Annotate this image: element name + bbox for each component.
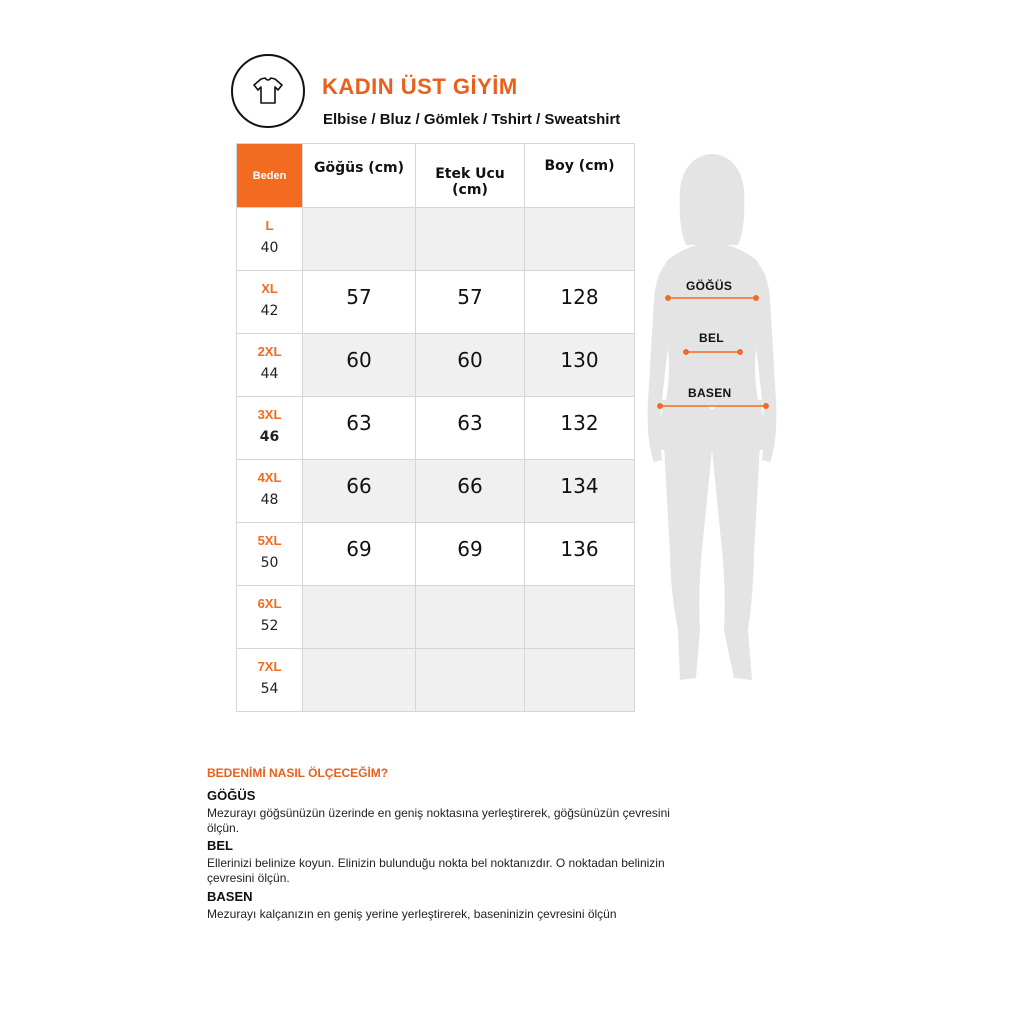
guide-hip-heading: BASEN: [207, 889, 253, 904]
size-cell: 7XL 54: [237, 649, 303, 712]
hem-cell: [416, 649, 525, 712]
length-cell: 134: [525, 460, 635, 523]
chest-cell: 66: [303, 460, 416, 523]
size-cell: 2XL 44: [237, 334, 303, 397]
hem-cell: 66: [416, 460, 525, 523]
chest-cell: 69: [303, 523, 416, 586]
chest-cell: [303, 208, 416, 271]
chest-cell: 60: [303, 334, 416, 397]
hem-cell: 57: [416, 271, 525, 334]
tshirt-icon: [231, 54, 305, 128]
length-cell: 128: [525, 271, 635, 334]
hem-cell: 63: [416, 397, 525, 460]
hem-cell: 60: [416, 334, 525, 397]
table-row: [237, 334, 635, 397]
guide-waist-heading: BEL: [207, 838, 233, 853]
length-column-header: Boy (cm): [525, 144, 635, 208]
hip-measure-label: BASEN: [688, 386, 732, 400]
chest-cell: [303, 586, 416, 649]
size-cell: 3XL 46: [237, 397, 303, 460]
chest-measure-label: GÖĞÜS: [686, 279, 733, 293]
chest-cell: 57: [303, 271, 416, 334]
size-cell: L 40: [237, 208, 303, 271]
page-title: KADIN ÜST GİYİM: [322, 74, 518, 99]
table-row: [237, 649, 635, 712]
table-row: [237, 460, 635, 523]
length-cell: 130: [525, 334, 635, 397]
table-header-row: [237, 144, 635, 208]
guide-chest-heading: GÖĞÜS: [207, 788, 256, 803]
table-row: [237, 208, 635, 271]
guide-title: BEDENİMİ NASIL ÖLÇECEĞİM?: [207, 766, 389, 780]
guide-waist-text: Ellerinizi belinize koyun. Elinizin bulunduğu nokta bel noktanızdır. O noktadan belinizin çevresini ölçün.: [207, 856, 665, 885]
table-row: [237, 523, 635, 586]
female-body-silhouette: [640, 150, 790, 690]
guide-hip-text: Mezurayı kalçanızın en geniş yerine yerleştirerek, baseninizin çevresini ölçün: [207, 907, 617, 921]
table-row: [237, 271, 635, 334]
length-cell: 132: [525, 397, 635, 460]
chest-cell: [303, 649, 416, 712]
hem-cell: [416, 586, 525, 649]
size-cell: XL 42: [237, 271, 303, 334]
chest-cell: 63: [303, 397, 416, 460]
length-cell: [525, 208, 635, 271]
size-cell: 6XL 52: [237, 586, 303, 649]
length-cell: [525, 649, 635, 712]
chest-column-header: Göğüs (cm): [303, 144, 416, 208]
table-row: [237, 586, 635, 649]
table-row: [237, 397, 635, 460]
guide-chest-text: Mezurayı göğsünüzün üzerinde en geniş noktasına yerleştirerek, göğsünüzün çevresini ölçün.: [207, 806, 670, 835]
waist-measure-label: BEL: [699, 331, 724, 345]
hem-cell: 69: [416, 523, 525, 586]
size-table: [236, 143, 635, 712]
size-column-header: Beden: [237, 144, 303, 208]
length-cell: [525, 586, 635, 649]
page-subtitle: Elbise / Bluz / Gömlek / Tshirt / Sweatshirt: [323, 111, 621, 128]
size-cell: 4XL 48: [237, 460, 303, 523]
size-cell: 5XL 50: [237, 523, 303, 586]
hem-column-header: Etek Ucu (cm): [416, 144, 525, 208]
hem-cell: [416, 208, 525, 271]
length-cell: 136: [525, 523, 635, 586]
